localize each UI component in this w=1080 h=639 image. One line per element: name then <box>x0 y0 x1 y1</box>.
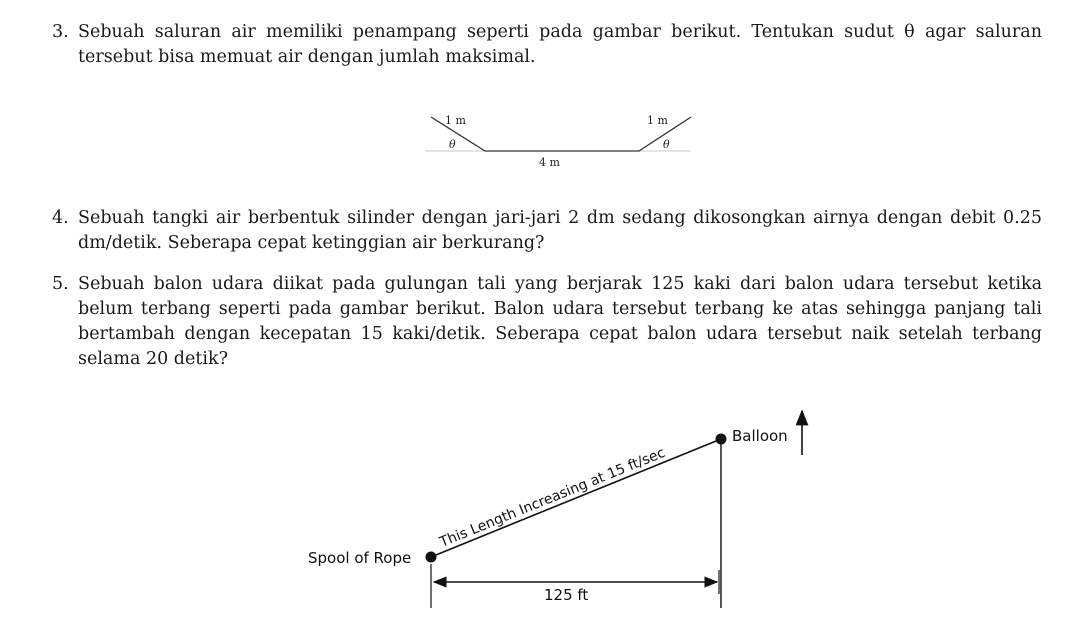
problem-number: 4. <box>52 208 69 228</box>
bottom-width-label: 4 m <box>539 156 560 169</box>
base-length-label: 125 ft <box>544 586 589 604</box>
balloon-rope-figure <box>300 398 830 613</box>
rope-length-label: This Length Increasing at 15 ft/sec <box>437 444 668 551</box>
problem-text: Sebuah saluran air memiliki penampang seperti pada gambar berikut. Tentukan sudut θ agar saluran tersebut bisa memuat air dengan jumlah maksimal. <box>78 22 1042 67</box>
channel-cross-section-figure <box>425 110 695 172</box>
balloon-label: Balloon <box>732 427 788 445</box>
problem-3 <box>52 20 1042 70</box>
spool-label: Spool of Rope <box>308 549 412 567</box>
problem-number: 5. <box>52 274 69 294</box>
right-side-label: 1 m <box>647 114 668 127</box>
left-angle-label: θ <box>449 138 456 151</box>
problem-text: Sebuah balon udara diikat pada gulungan tali yang berjarak 125 kaki dari balon udara tersebut ketika belum terbang seperti pada gambar berikut. Balon udara tersebut terbang ke atas sehingga panjang tali bertambah dengan kecepatan 15 kaki/detik. Seberapa cepat balon udara tersebut naik setelah terbang selama 20 detik? <box>78 274 1042 369</box>
rope-line <box>431 439 721 557</box>
problem-text: Sebuah tangki air berbentuk silinder dengan jari-jari 2 dm sedang dikosongkan airnya dengan debit 0.25 dm/detik. Seberapa cepat ketinggian air berkurang? <box>78 208 1042 253</box>
balloon-dot <box>716 434 727 445</box>
problem-number: 3. <box>52 22 69 42</box>
spool-dot <box>426 552 437 563</box>
problem-5 <box>52 272 1042 372</box>
problem-4 <box>52 206 1042 256</box>
right-angle-label: θ <box>663 138 670 151</box>
left-side-label: 1 m <box>445 114 466 127</box>
